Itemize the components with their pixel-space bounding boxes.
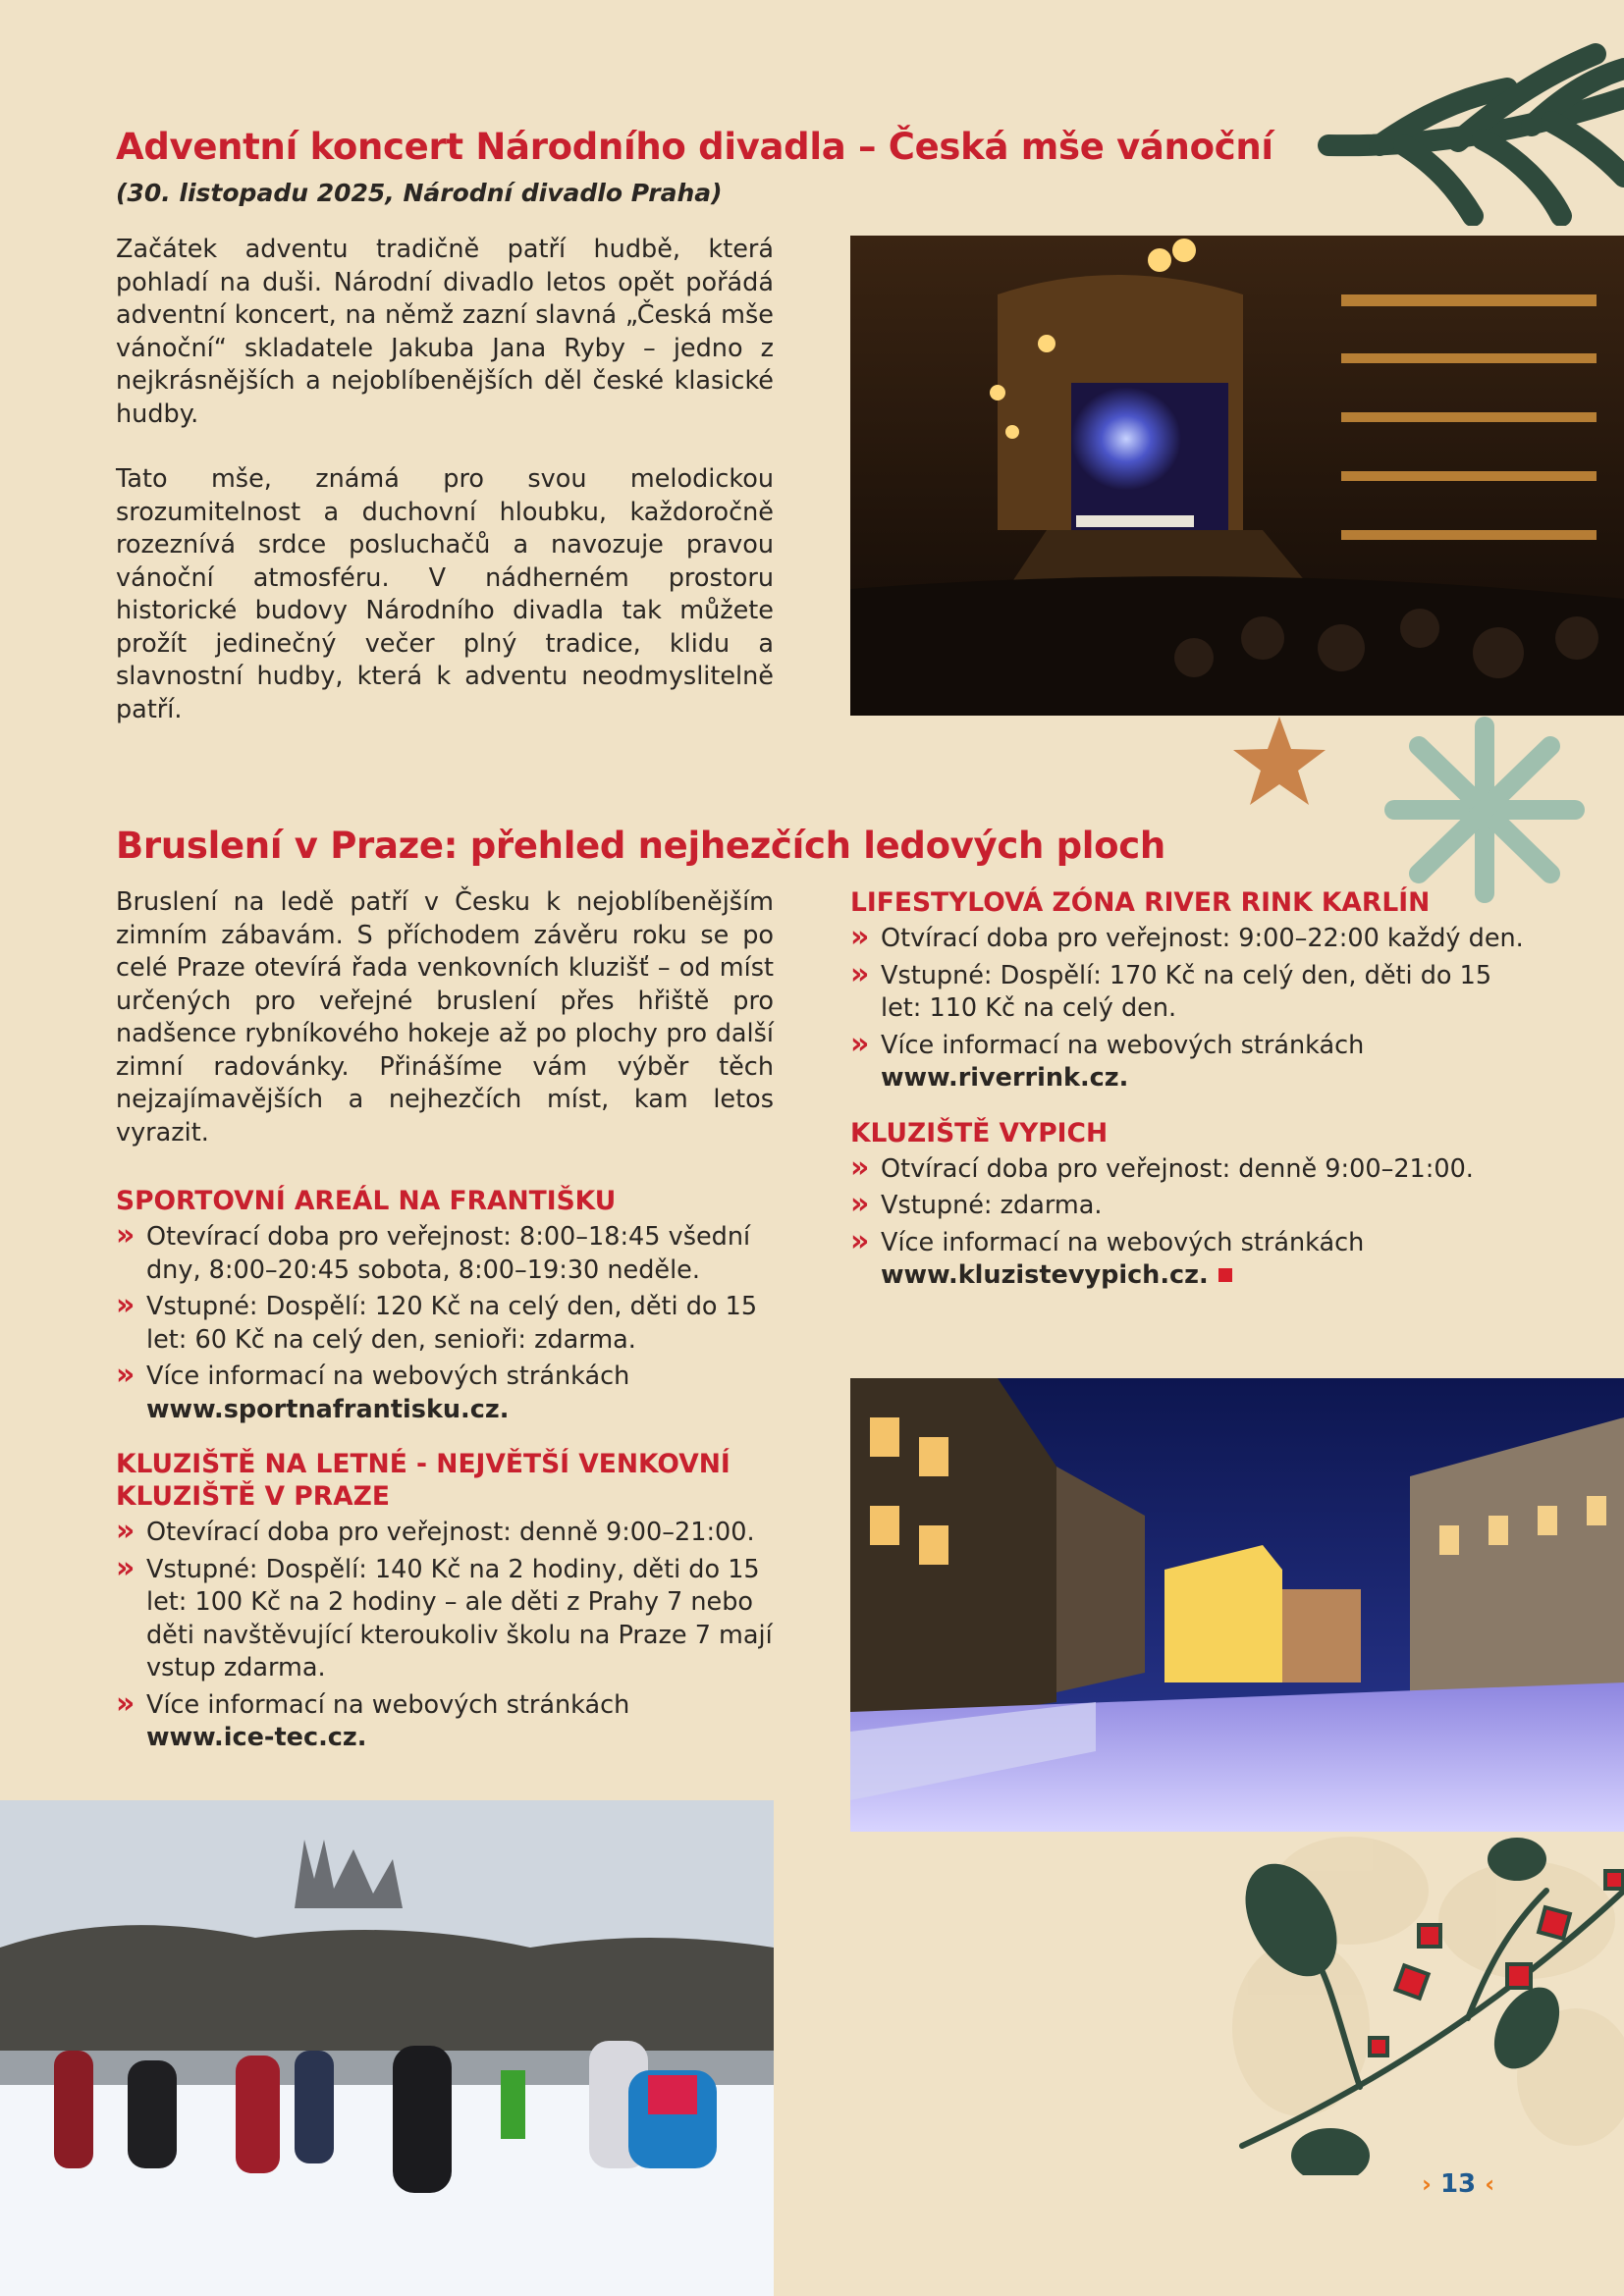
concert-article-title: Adventní koncert Národního divadla – Česká mše vánoční [116, 126, 1273, 168]
list-item: » Vstupné: zdarma. [850, 1187, 1103, 1221]
section-heading: KLUZIŠTĚ VYPICH [850, 1117, 1109, 1148]
list-item: » Otvírací doba pro veřejnost: denně 9:00–21:00. [850, 1149, 1474, 1185]
bullet-icon: » [116, 1550, 135, 1585]
concert-article-body [116, 234, 774, 726]
section-river-rink [850, 886, 1538, 1095]
bullet-icon: » [850, 1187, 870, 1221]
list-item: » Vstupné: Dospělí: 120 Kč na celý den, děti do 15 let: 60 Kč na celý den, senioři: zdarma. [116, 1288, 758, 1355]
bullet-icon: » [116, 1288, 135, 1322]
section-heading: SPORTOVNÍ AREÁL NA FRANTIŠKU [116, 1186, 617, 1216]
bullet-icon: » [116, 1218, 135, 1253]
section-heading: KLUZIŠTĚ NA LETNÉ - NEJVĚTŠÍ VENKOVNÍ KLUZIŠTĚ V PRAZE [116, 1449, 731, 1512]
list-item: » Otevírací doba pro veřejnost: 8:00–18:45 všední dny, 8:00–20:45 sobota, 8:00–19:30 neděle. [116, 1218, 751, 1285]
section-vypich [850, 1117, 1538, 1293]
section-frantisek [116, 1185, 774, 1426]
bullet-icon: » [850, 920, 870, 954]
website-link[interactable]: www.kluzistevypich.cz. [881, 1260, 1209, 1290]
website-link[interactable]: www.ice-tec.cz. [146, 1723, 367, 1752]
list-item: » Otevírací doba pro veřejnost: denně 9:00–21:00. [116, 1514, 755, 1548]
night-rink-photo [850, 1378, 1624, 1832]
skating-left-column [116, 886, 774, 1759]
page-number-value: 13 [1439, 2169, 1477, 2199]
website-link[interactable]: www.riverrink.cz. [881, 1063, 1129, 1093]
skating-article-title: Bruslení v Praze: přehled nejhezčích ledových ploch [116, 825, 1165, 867]
list-item: » Více informací na webových stránkách www.kluzistevypich.cz. [850, 1223, 1365, 1290]
bullet-icon: » [850, 1026, 870, 1061]
concert-paragraph-1: Začátek adventu tradičně patří hudbě, která pohladí na duši. Národní divadlo letos opět pořádá adventní koncert, na němž zazní slavná „Česká mše vánoční“ skladatele Jakuba Jana Ryby – jedno z nejkrásnějších a nejoblíbenějších děl české klasické hudby. [116, 235, 774, 429]
snowflake-decoration [1384, 717, 1585, 903]
page-number [1422, 2169, 1494, 2199]
bullet-icon: » [116, 1358, 135, 1392]
concert-hall-photo [850, 236, 1624, 716]
website-link[interactable]: www.sportnafrantisku.cz. [146, 1394, 510, 1424]
skating-intro: Bruslení na ledě patří v Česku k nejoblíbenějším zimním zábavám. S příchodem závěru roku se po celé Praze otevírá řada venkovních kluzišť – od míst určených pro veřejné bruslení přes hřiště pro nadšence rybníkového hokeje až po plochy pro další zimní radovánky. Přinášíme vám výběr těch nejzajímavějších a nejhezčích míst, kam letos vyrazit. [116, 887, 774, 1148]
list-item: » Více informací na webových stránkách www.riverrink.cz. [850, 1026, 1365, 1093]
bullet-icon: » [116, 1514, 135, 1548]
section-heading: LIFESTYLOVÁ ZÓNA RIVER RINK KARLÍN [850, 887, 1431, 918]
concert-article-subtitle: (30. listopadu 2025, Národní divadlo Praha) [116, 179, 723, 207]
bullet-icon: » [850, 956, 870, 991]
section-letna [116, 1448, 774, 1755]
berry-branch-decoration [1222, 1832, 1624, 2175]
bullet-icon: » [850, 1223, 870, 1258]
list-item: » Vstupné: Dospělí: 140 Kč na 2 hodiny, děti do 15 let: 100 Kč na 2 hodiny – ale děti z Prahy 7 nebo děti navštěvující kteroukoliv školu na Praze 7 mají vstup zdarma. [116, 1550, 773, 1682]
right-arrow-icon: › [1422, 2170, 1432, 2198]
bullet-icon: » [850, 1149, 870, 1185]
left-arrow-icon: ‹ [1485, 2170, 1495, 2198]
letna-skaters-photo [0, 1800, 774, 2296]
skating-right-column [850, 886, 1538, 1297]
star-decoration [1232, 717, 1326, 807]
list-item: » Otvírací doba pro veřejnost: 9:00–22:00 každý den. [850, 920, 1524, 954]
pine-branch-decoration [1311, 39, 1624, 226]
concert-paragraph-2: Tato mše, známá pro svou melodickou srozumitelnost a duchovní hloubku, každoročně rozeznívá srdce posluchačů a navozuje pravou vánoční atmosféru. V nádherném prostoru historické budovy Národního divadla tak můžete prožít jedinečný večer plný tradice, klidu a slavnostní hudby, která k adventu neodmyslitelně patří. [116, 464, 774, 724]
bullet-icon: » [116, 1685, 135, 1721]
list-item: » Vstupné: Dospělí: 170 Kč na celý den, děti do 15 let: 110 Kč na celý den. [850, 956, 1492, 1023]
list-item: » Více informací na webových stránkách www.ice-tec.cz. [116, 1685, 630, 1752]
list-item: » Více informací na webových stránkách www.sportnafrantisku.cz. [116, 1358, 630, 1424]
end-of-article-square-icon [1218, 1268, 1232, 1282]
